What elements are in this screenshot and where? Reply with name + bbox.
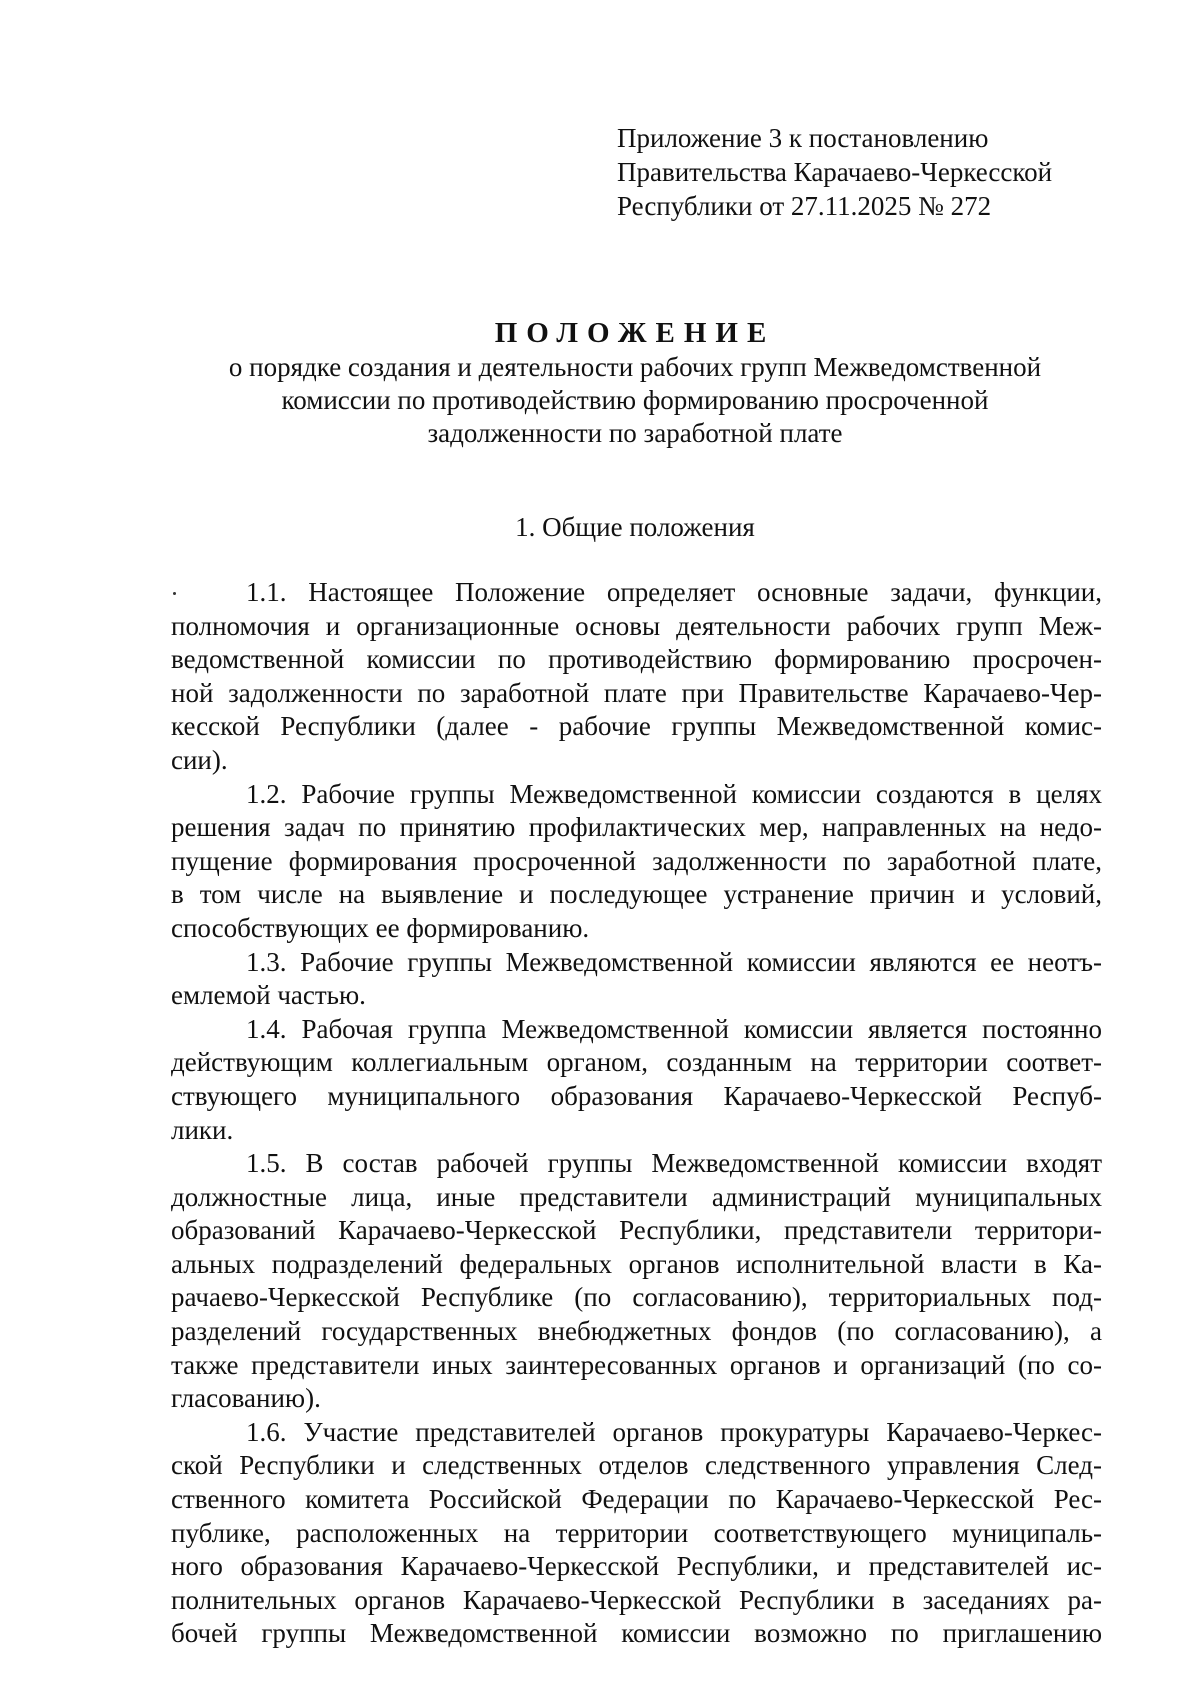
subtitle-line: комиссии по противодействию формированию просроченной xyxy=(281,385,989,415)
section-heading: 1. Общие положения xyxy=(515,512,755,542)
paragraph xyxy=(171,576,1102,778)
document-subtitle xyxy=(170,351,1100,450)
subtitle-line: о порядке создания и деятельности рабочих групп Межведомственной xyxy=(228,352,1042,382)
paragraph-line: действующим коллегиальным органом, созданным на территории соответ- xyxy=(171,1047,1102,1078)
paragraph-line: публике, расположенных на территории соответствующего муниципаль- xyxy=(171,1517,1102,1548)
paragraph-line: ственного комитета Российской Федерации по Карачаево-Черкесской Рес- xyxy=(171,1484,1102,1515)
paragraph-line: способствующих ее формированию. xyxy=(171,912,590,943)
paragraph-line: кесской Республики (далее - рабочие группы Межведомственной комис- xyxy=(171,711,1102,742)
subtitle-line: задолженности по заработной плате xyxy=(427,418,843,448)
paragraph-line: пущение формирования просроченной задолженности по заработной плате, xyxy=(171,845,1102,876)
paragraph-line: 1.1. Настоящее Положение определяет основные задачи, функции, xyxy=(246,577,1102,607)
paragraph-line: ствующего муниципального образования Карачаево-Черкесской Респуб- xyxy=(171,1080,1102,1111)
paragraph-line: лики. xyxy=(171,1114,234,1145)
paragraph-line: 1.5. В состав рабочей группы Межведомственной комиссии входят xyxy=(246,1148,1102,1179)
appendix-note xyxy=(617,121,1052,223)
paragraph-line: полнительных органов Карачаево-Черкесской Республики в заседаниях ра- xyxy=(171,1584,1102,1615)
paragraph-line: решения задач по принятию профилактических мер, направленных на недо- xyxy=(171,812,1102,843)
paragraph xyxy=(171,778,1102,946)
paragraph-line: должностные лица, иные представители администраций муниципальных xyxy=(171,1181,1102,1212)
paragraph-line: 1.3. Рабочие группы Межведомственной комиссии являются ее неотъ- xyxy=(246,946,1102,977)
paragraph-line: рачаево-Черкесской Республике (по согласованию), территориальных под- xyxy=(171,1282,1102,1313)
document-title: ПОЛОЖЕНИЕ xyxy=(494,317,776,349)
document-body xyxy=(171,576,1102,1651)
paragraph-line: альных подразделений федеральных органов исполнительной власти в Ка- xyxy=(171,1248,1102,1279)
paragraph-line: в том числе на выявление и последующее устранение причин и условий, xyxy=(171,879,1102,910)
appendix-line: Республики от 27.11.2025 № 272 xyxy=(617,191,992,221)
paragraph xyxy=(171,1013,1102,1147)
paragraph xyxy=(171,946,1102,1013)
paragraph-line: также представители иных заинтересованных органов и организаций (по со- xyxy=(171,1349,1102,1380)
paragraph-line: ведомственной комиссии по противодействию формированию просрочен- xyxy=(171,644,1102,675)
paragraph-line: 1.2. Рабочие группы Межведомственной комиссии создаются в целях xyxy=(246,778,1102,809)
appendix-line: Правительства Карачаево-Черкесской xyxy=(617,157,1053,187)
appendix-line: Приложение 3 к постановлению xyxy=(617,123,989,153)
paragraph-line: емлемой частью. xyxy=(171,980,366,1011)
paragraph-line: разделений государственных внебюджетных фондов (по согласованию), а xyxy=(171,1316,1102,1347)
paragraph xyxy=(171,1416,1102,1651)
paragraph-line: полномочия и организационные основы деятельности рабочих групп Меж- xyxy=(171,610,1102,641)
paragraph-line: ской Республики и следственных отделов следственного управления След- xyxy=(171,1450,1102,1481)
title-block xyxy=(170,315,1100,450)
paragraph-line: образований Карачаево-Черкесской Республики, представители территори- xyxy=(171,1215,1102,1246)
paragraph-line: ного образования Карачаево-Черкесской Республики, и представителей ис- xyxy=(171,1551,1102,1582)
paragraph-line: сии). xyxy=(171,744,228,775)
paragraph-line: 1.4. Рабочая группа Межведомственной комиссии является постоянно xyxy=(246,1013,1102,1044)
paragraph-line: ной задолженности по заработной плате при Правительстве Карачаево-Чер- xyxy=(171,677,1102,708)
paragraph xyxy=(171,1147,1102,1416)
paragraph-line: 1.6. Участие представителей органов прокуратуры Карачаево-Черкес- xyxy=(246,1416,1102,1447)
paragraph-line: бочей группы Межведомственной комиссии возможно по приглашению xyxy=(171,1618,1102,1649)
paragraph-line: гласованию). xyxy=(171,1383,321,1414)
